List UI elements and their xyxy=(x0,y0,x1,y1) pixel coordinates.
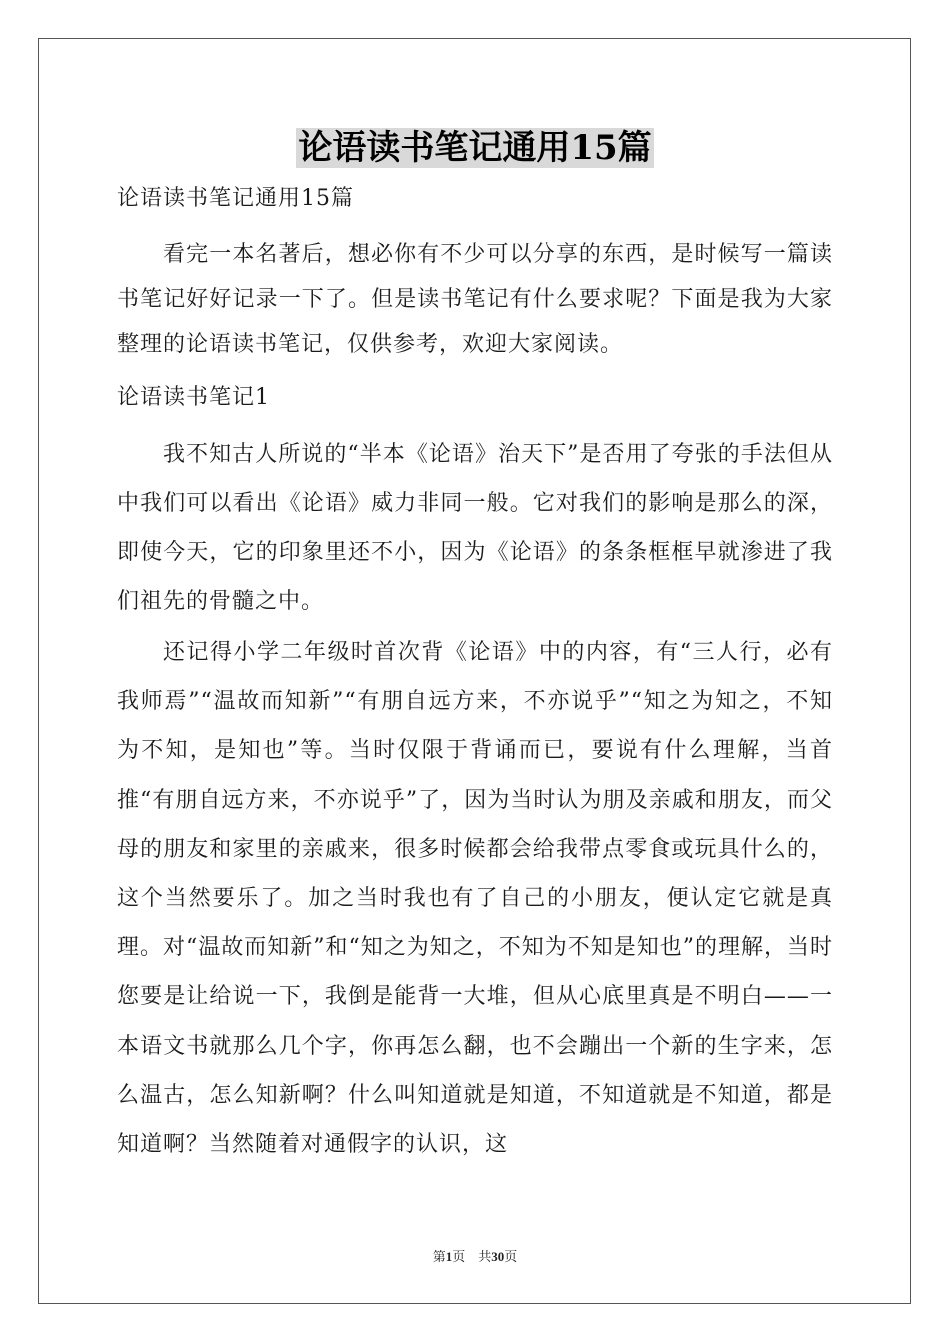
body-paragraph-1: 我不知古人所说的“半本《论语》治天下”是否用了夸张的手法但从中我们可以看出《论语》威力非同一般。它对我们的影响是那么的深，即使今天，它的印象里还不小，因为《论语》的条条框框早就渗进了我们祖先的骨髓之中。 xyxy=(117,442,833,614)
body-paragraph-2: 还记得小学二年级时首次背《论语》中的内容，有“三人行，必有我师焉”“温故而知新”“有朋自远方来，不亦说乎”“知之为知之，不知为不知，是知也”等。当时仅限于背诵而已，要说有什么理解，当首推“有朋自远方来，不亦说乎”了，因为当时认为朋及亲戚和朋友，而父母的朋友和家里的亲戚来，很多时候都会给我带点零食或玩具什么的，这个当然要乐了。加之当时我也有了自己的小朋友，便认定它就是真理。对“温故而知新”和“知之为知之，不知为不知是知也”的理解，当时您要是让给说一下，我倒是能背一大堆，但从心底里真是不明白——一本语文书就那么几个字，你再怎么翻，也不会蹦出一个新的生字来，怎么温古，怎么知新啊？什么叫知道就是知道，不知道就是不知道，都是知道啊？当然随着对通假字的认识，这 xyxy=(117,640,833,1158)
intro-paragraph: 看完一本名著后，想必你有不少可以分享的东西，是时候写一篇读书笔记好好记录一下了。但是读书笔记有什么要求呢？下面是我为大家整理的论语读书笔记，仅供参考，欢迎大家阅读。 xyxy=(117,242,833,357)
footer-total-suffix: 页 xyxy=(504,1249,518,1264)
document-title-text: 论语读书笔记通用15篇 xyxy=(298,128,652,168)
footer-page-number: 1 xyxy=(445,1249,453,1264)
page-footer xyxy=(0,1246,950,1265)
footer-page-suffix: 页 共 xyxy=(452,1249,492,1264)
footer-total-pages: 30 xyxy=(491,1249,505,1264)
document-title xyxy=(0,126,950,170)
footer-page-prefix: 第 xyxy=(432,1249,446,1264)
section-heading: 论语读书笔记1 xyxy=(117,385,270,410)
document-subtitle: 论语读书笔记通用15篇 xyxy=(117,186,354,211)
